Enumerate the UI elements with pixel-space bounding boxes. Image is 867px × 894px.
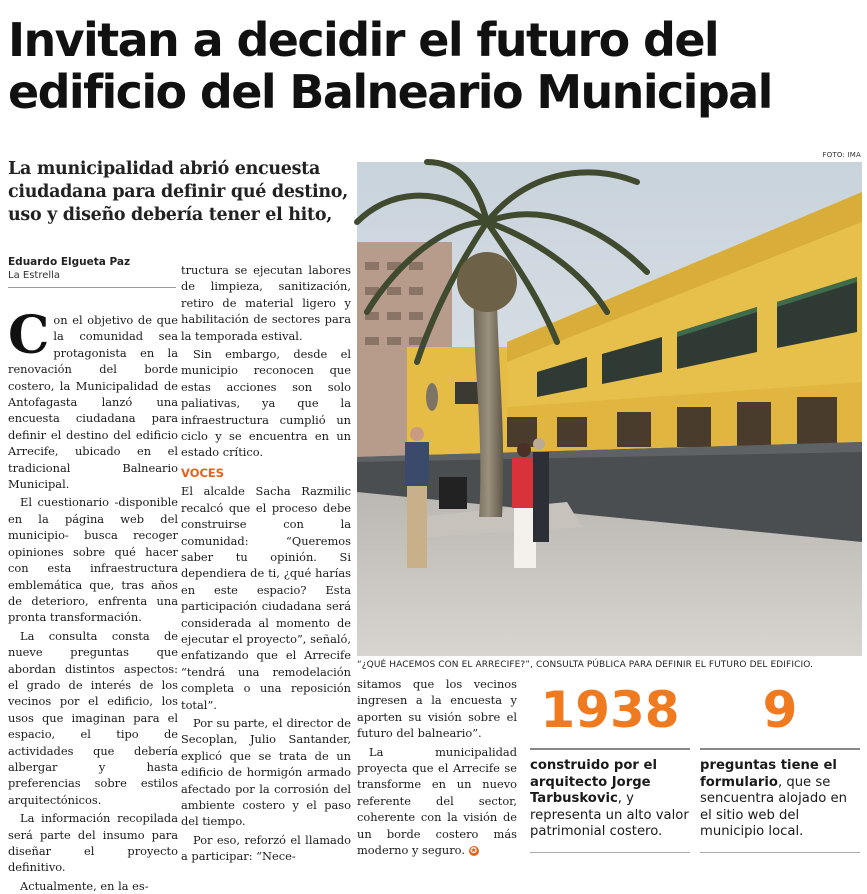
article-paragraph bbox=[357, 744, 517, 859]
article-paragraph: La información recopilada será parte del insumo para diseñar el proyecto definitivo. bbox=[8, 811, 178, 875]
article-column-1 bbox=[8, 305, 178, 893]
article-paragraph: El cuestionario -disponible en la página web del municipio- busca recoger opiniones sobre qué hacer con esta infraestructura emblemática que, tras años de deterioro, enfrenta una pronta transformación. bbox=[8, 495, 178, 625]
article-paragraph: Por su parte, el director de Secoplan, Julio Santander, explicó que se trata de un edificio de hormigón armado afectado por la corrosión del ambiente costero y el paso del tiempo. bbox=[181, 715, 351, 829]
article-paragraph: Sin embargo, desde el municipio reconocen que estas acciones son solo paliativas, ya que la infraestructura cumplió un ciclo y se encuentra en un estado crítico. bbox=[181, 347, 351, 460]
fact-box-1-bottom-rule bbox=[530, 852, 690, 853]
fact-box-2-bottom-rule bbox=[700, 852, 860, 853]
article-paragraph: Por eso, reforzó el llamado a participar: “Nece- bbox=[181, 832, 351, 864]
fact-text-bold: preguntas tiene el formulario bbox=[700, 758, 837, 790]
deck-line-3: uso y diseño debería tener el hito, bbox=[8, 205, 332, 225]
deck-line-1: La municipalidad abrió encuesta bbox=[8, 159, 320, 179]
byline-outlet: La Estrella bbox=[8, 270, 61, 281]
fact-text-bold: construido por el arquitecto Jorge Tarbuskovic bbox=[530, 758, 657, 806]
section-subhead: VOCES bbox=[181, 465, 225, 480]
deck bbox=[8, 158, 348, 227]
article-paragraph: tructura se ejecutan labores de limpieza, sanitización, retiro de material ligero y habilitación de sectores para la temporada estival. bbox=[181, 263, 351, 343]
end-of-article-icon: ✪ bbox=[470, 846, 477, 856]
fact-box-1 bbox=[530, 680, 690, 841]
fact-divider bbox=[530, 748, 690, 750]
fact-divider bbox=[700, 748, 860, 750]
deck-line-2: ciudadana para definir qué destino, bbox=[8, 182, 348, 202]
fact-number: 9 bbox=[762, 681, 798, 739]
article-paragraph: sitamos que los vecinos ingresen a la encuesta y aporten su visión sobre el futuro del balneario”. bbox=[357, 677, 517, 741]
article-paragraph bbox=[8, 305, 178, 492]
headline-line-2: edificio del Balneario Municipal bbox=[8, 65, 772, 119]
fact-text-rest: , que se sencuentra alojado en el sitio web del municipio local. bbox=[700, 774, 847, 839]
fact-number: 1938 bbox=[540, 681, 680, 739]
byline-author: Eduardo Elgueta Paz bbox=[8, 256, 131, 268]
photo-credit: FOTO: IMA bbox=[822, 151, 861, 159]
fact-text-rest: , y representa un alto valor patrimonial costero. bbox=[530, 791, 689, 839]
article-paragraph-text: on el objetivo de que la comunidad sea protagonista en la renovación del borde costero, la Municipalidad de Antofagasta lanzó una encuesta ciudadana para definir el destino del edificio Arrecife, ubicado en el tradicional Balneario Municipal. bbox=[8, 313, 178, 492]
article-paragraph: Actualmente, en la es- bbox=[20, 878, 149, 893]
article-column-2 bbox=[181, 262, 351, 870]
headline-line-1: Invitan a decidir el futuro del bbox=[8, 13, 719, 67]
photo-illustration bbox=[357, 162, 862, 656]
article-paragraph-text: La municipalidad proyecta que el Arrecife se transforme en un nuevo referente del sector, coherente con la visión de un borde costero más moderno y seguro. bbox=[357, 744, 517, 858]
headline bbox=[8, 14, 863, 118]
drop-cap: C bbox=[8, 305, 50, 366]
byline-divider bbox=[8, 287, 176, 288]
article-column-3 bbox=[357, 676, 517, 870]
photo-caption: “¿QUÉ HACEMOS CON EL ARRECIFE?”, CONSULTA PÚBLICA PARA DEFINIR EL FUTURO DEL EDIFICIO. bbox=[357, 660, 813, 670]
article-paragraph: El alcalde Sacha Razmilic recalcó que el proceso debe construirse con la comunidad: “Queremos saber tu opinión. Si dependiera de ti, ¿qué harías en este espacio? Esta participación ciudadana será considerada al momento de ejecutar el proyecto”, señaló, enfatizando que el Arrecife “tendrá una remodelación completa o una reposición total”. bbox=[181, 484, 351, 712]
fact-text bbox=[700, 758, 860, 841]
fact-text bbox=[530, 758, 690, 841]
article-paragraph: La consulta consta de nueve preguntas que abordan distintos aspectos: el grado de interés de los vecinos por el edificio, los usos que imaginan para el espacio, el tipo de actividades que debería albergar y hasta preferencias sobre estilos arquitectónicos. bbox=[8, 628, 178, 807]
article-photo bbox=[357, 162, 862, 656]
byline bbox=[8, 256, 178, 282]
fact-box-2 bbox=[700, 680, 860, 841]
